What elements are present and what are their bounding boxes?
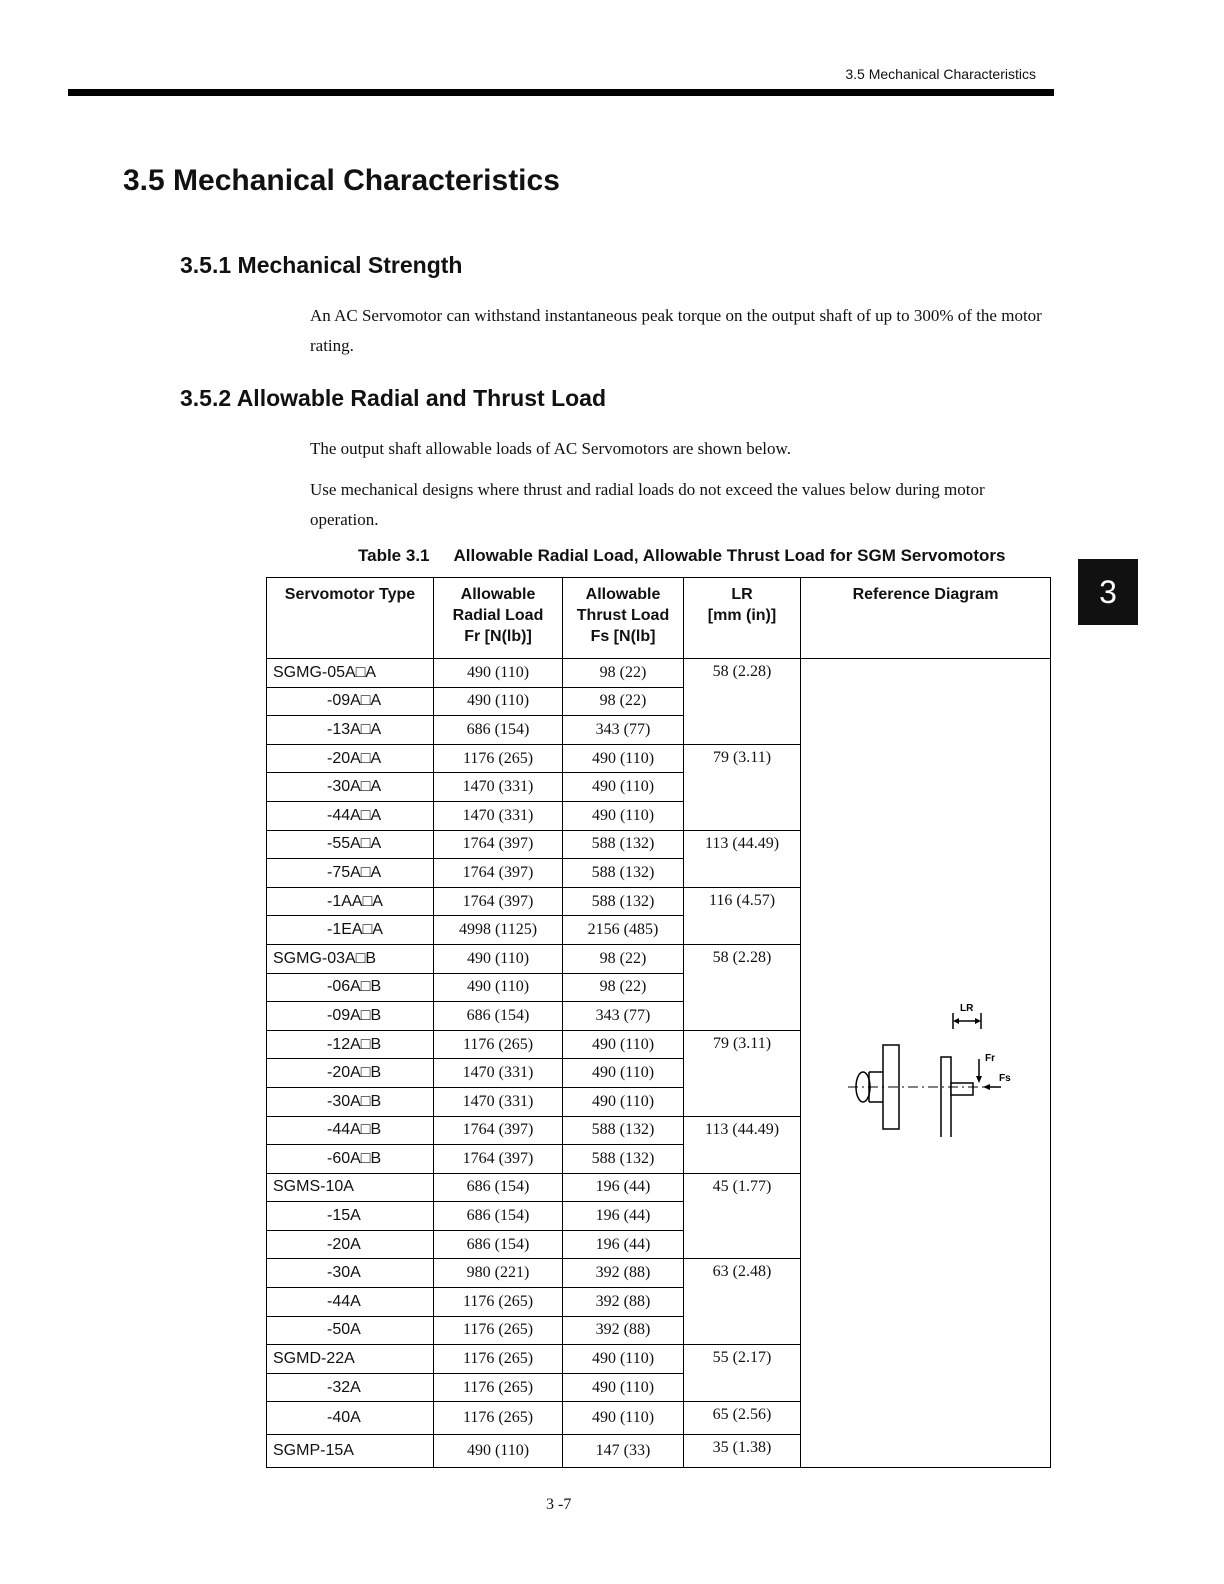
header-thrust-line: Thrust Load (576, 607, 670, 624)
type-cell: -44A□A (267, 801, 434, 830)
thrust-cell: 490 (110) (563, 801, 684, 830)
header-radial-line: Fr [N(lb)] (464, 628, 532, 645)
table-caption-number: Table 3.1 (358, 546, 430, 565)
fs-label: Fs (999, 1073, 1011, 1084)
table-caption-title: Allowable Radial Load, Allowable Thrust Load for SGM Servomotors (453, 546, 1006, 565)
type-cell: -20A (267, 1230, 434, 1259)
thrust-cell: 588 (132) (563, 830, 684, 859)
thrust-cell: 98 (22) (563, 973, 684, 1002)
radial-cell: 686 (154) (434, 1173, 563, 1202)
load-table (266, 577, 1051, 1468)
lr-cell: 45 (1.77) (684, 1173, 801, 1259)
type-cell: -09A□A (267, 687, 434, 716)
type-cell: -30A□B (267, 1087, 434, 1116)
running-header: 3.5 Mechanical Characteristics (845, 66, 1036, 82)
table-caption (358, 546, 1005, 566)
type-cell: -06A□B (267, 973, 434, 1002)
type-cell: -40A (267, 1402, 434, 1435)
thrust-cell: 2156 (485) (563, 916, 684, 945)
type-cell: -44A (267, 1288, 434, 1317)
type-cell: -12A□B (267, 1030, 434, 1059)
type-cell: -44A□B (267, 1116, 434, 1145)
thrust-cell: 196 (44) (563, 1202, 684, 1231)
fr-label: Fr (985, 1053, 995, 1064)
thrust-cell: 392 (88) (563, 1259, 684, 1288)
radial-cell: 1176 (265) (434, 1288, 563, 1317)
type-cell: SGMP-15A (267, 1435, 434, 1468)
thrust-cell: 392 (88) (563, 1288, 684, 1317)
type-cell: -15A (267, 1202, 434, 1231)
chapter-tab: 3 (1078, 559, 1138, 625)
header-rule (68, 89, 1054, 96)
header-thrust (563, 578, 684, 659)
radial-cell: 1764 (397) (434, 887, 563, 916)
paragraph-load-design: Use mechanical designs where thrust and radial loads do not exceed the values below during motor operation. (310, 480, 985, 529)
reference-diagram (843, 977, 1013, 1137)
thrust-cell: 588 (132) (563, 859, 684, 888)
lr-cell: 113 (44.49) (684, 830, 801, 887)
radial-cell: 1764 (397) (434, 859, 563, 888)
thrust-cell: 98 (22) (563, 687, 684, 716)
fs-arrowhead (983, 1084, 990, 1090)
thrust-cell: 490 (110) (563, 1345, 684, 1374)
type-cell: -55A□A (267, 830, 434, 859)
radial-cell: 1470 (331) (434, 773, 563, 802)
lr-cell: 58 (2.28) (684, 659, 801, 745)
thrust-cell: 490 (110) (563, 1087, 684, 1116)
lr-cell: 35 (1.38) (684, 1435, 801, 1468)
radial-cell: 1176 (265) (434, 1030, 563, 1059)
thrust-cell: 588 (132) (563, 1145, 684, 1174)
type-cell: -32A (267, 1373, 434, 1402)
header-reference: Reference Diagram (801, 578, 1051, 659)
header-thrust-line: Fs [N(lb] (590, 628, 656, 645)
type-cell: -20A□B (267, 1059, 434, 1088)
header-lr-line: [mm (in)] (707, 607, 777, 624)
type-cell: -30A (267, 1259, 434, 1288)
radial-cell: 490 (110) (434, 973, 563, 1002)
subsection-title-strength: 3.5.1 Mechanical Strength (180, 252, 463, 278)
lr-cell: 113 (44.49) (684, 1116, 801, 1173)
thrust-cell: 490 (110) (563, 773, 684, 802)
type-cell: SGMS-10A (267, 1173, 434, 1202)
lr-cell: 63 (2.48) (684, 1259, 801, 1345)
thrust-cell: 196 (44) (563, 1230, 684, 1259)
motor-shaft (951, 1083, 973, 1095)
type-cell: -20A□A (267, 744, 434, 773)
thrust-cell: 490 (110) (563, 744, 684, 773)
radial-cell: 1470 (331) (434, 801, 563, 830)
motor-flange (941, 1057, 951, 1137)
radial-cell: 4998 (1125) (434, 916, 563, 945)
radial-cell: 1470 (331) (434, 1059, 563, 1088)
thrust-cell: 490 (110) (563, 1030, 684, 1059)
lr-cell: 79 (3.11) (684, 744, 801, 830)
lr-label: LR (960, 1003, 974, 1014)
header-radial (434, 578, 563, 659)
header-radial-line: Radial Load (452, 607, 544, 624)
radial-cell: 490 (110) (434, 687, 563, 716)
lr-cell: 79 (3.11) (684, 1030, 801, 1116)
thrust-cell: 490 (110) (563, 1059, 684, 1088)
type-cell: SGMD-22A (267, 1345, 434, 1374)
header-lr (684, 578, 801, 659)
thrust-cell: 392 (88) (563, 1316, 684, 1345)
thrust-cell: 588 (132) (563, 887, 684, 916)
section-title: 3.5 Mechanical Characteristics (123, 164, 560, 197)
radial-cell: 1176 (265) (434, 1316, 563, 1345)
radial-cell: 1176 (265) (434, 1373, 563, 1402)
header-lr-line: LR (731, 586, 753, 603)
table-row (267, 659, 1051, 688)
type-cell: -1AA□A (267, 887, 434, 916)
radial-cell: 490 (110) (434, 659, 563, 688)
thrust-cell: 196 (44) (563, 1173, 684, 1202)
paragraph-strength: An AC Servomotor can withstand instantaneous peak torque on the output shaft of up to 300% of the motor rating. (310, 306, 1042, 355)
page-number: 3 -7 (546, 1496, 572, 1513)
radial-cell: 1176 (265) (434, 744, 563, 773)
lr-cell: 55 (2.17) (684, 1345, 801, 1402)
type-cell: -75A□A (267, 859, 434, 888)
radial-cell: 686 (154) (434, 1202, 563, 1231)
radial-cell: 1176 (265) (434, 1402, 563, 1435)
radial-cell: 1470 (331) (434, 1087, 563, 1116)
radial-cell: 1176 (265) (434, 1345, 563, 1374)
type-cell: SGMG-03A□B (267, 944, 434, 973)
lr-cell: 58 (2.28) (684, 944, 801, 1030)
fr-arrowhead (976, 1076, 982, 1083)
thrust-cell: 343 (77) (563, 716, 684, 745)
type-cell: SGMG-05A□A (267, 659, 434, 688)
type-cell: -09A□B (267, 1002, 434, 1031)
header-radial-line: Allowable (460, 586, 536, 603)
type-cell: -13A□A (267, 716, 434, 745)
thrust-cell: 98 (22) (563, 944, 684, 973)
type-cell: -60A□B (267, 1145, 434, 1174)
thrust-cell: 490 (110) (563, 1402, 684, 1435)
thrust-cell: 147 (33) (563, 1435, 684, 1468)
table-header-row (267, 578, 1051, 659)
paragraph-load-intro: The output shaft allowable loads of AC Servomotors are shown below. (310, 439, 791, 458)
lr-cell: 116 (4.57) (684, 887, 801, 944)
type-cell: -30A□A (267, 773, 434, 802)
radial-cell: 490 (110) (434, 1435, 563, 1468)
radial-cell: 980 (221) (434, 1259, 563, 1288)
thrust-cell: 588 (132) (563, 1116, 684, 1145)
thrust-cell: 343 (77) (563, 1002, 684, 1031)
radial-cell: 490 (110) (434, 944, 563, 973)
radial-cell: 686 (154) (434, 1230, 563, 1259)
radial-cell: 686 (154) (434, 1002, 563, 1031)
lr-cell: 65 (2.56) (684, 1402, 801, 1435)
reference-diagram-cell (801, 659, 1051, 1468)
radial-cell: 1764 (397) (434, 1145, 563, 1174)
radial-cell: 1764 (397) (434, 1116, 563, 1145)
header-type: Servomotor Type (267, 578, 434, 659)
thrust-cell: 98 (22) (563, 659, 684, 688)
type-cell: -1EA□A (267, 916, 434, 945)
radial-cell: 686 (154) (434, 716, 563, 745)
subsection-title-load: 3.5.2 Allowable Radial and Thrust Load (180, 385, 607, 411)
radial-cell: 1764 (397) (434, 830, 563, 859)
header-thrust-line: Allowable (585, 586, 661, 603)
type-cell: -50A (267, 1316, 434, 1345)
thrust-cell: 490 (110) (563, 1373, 684, 1402)
